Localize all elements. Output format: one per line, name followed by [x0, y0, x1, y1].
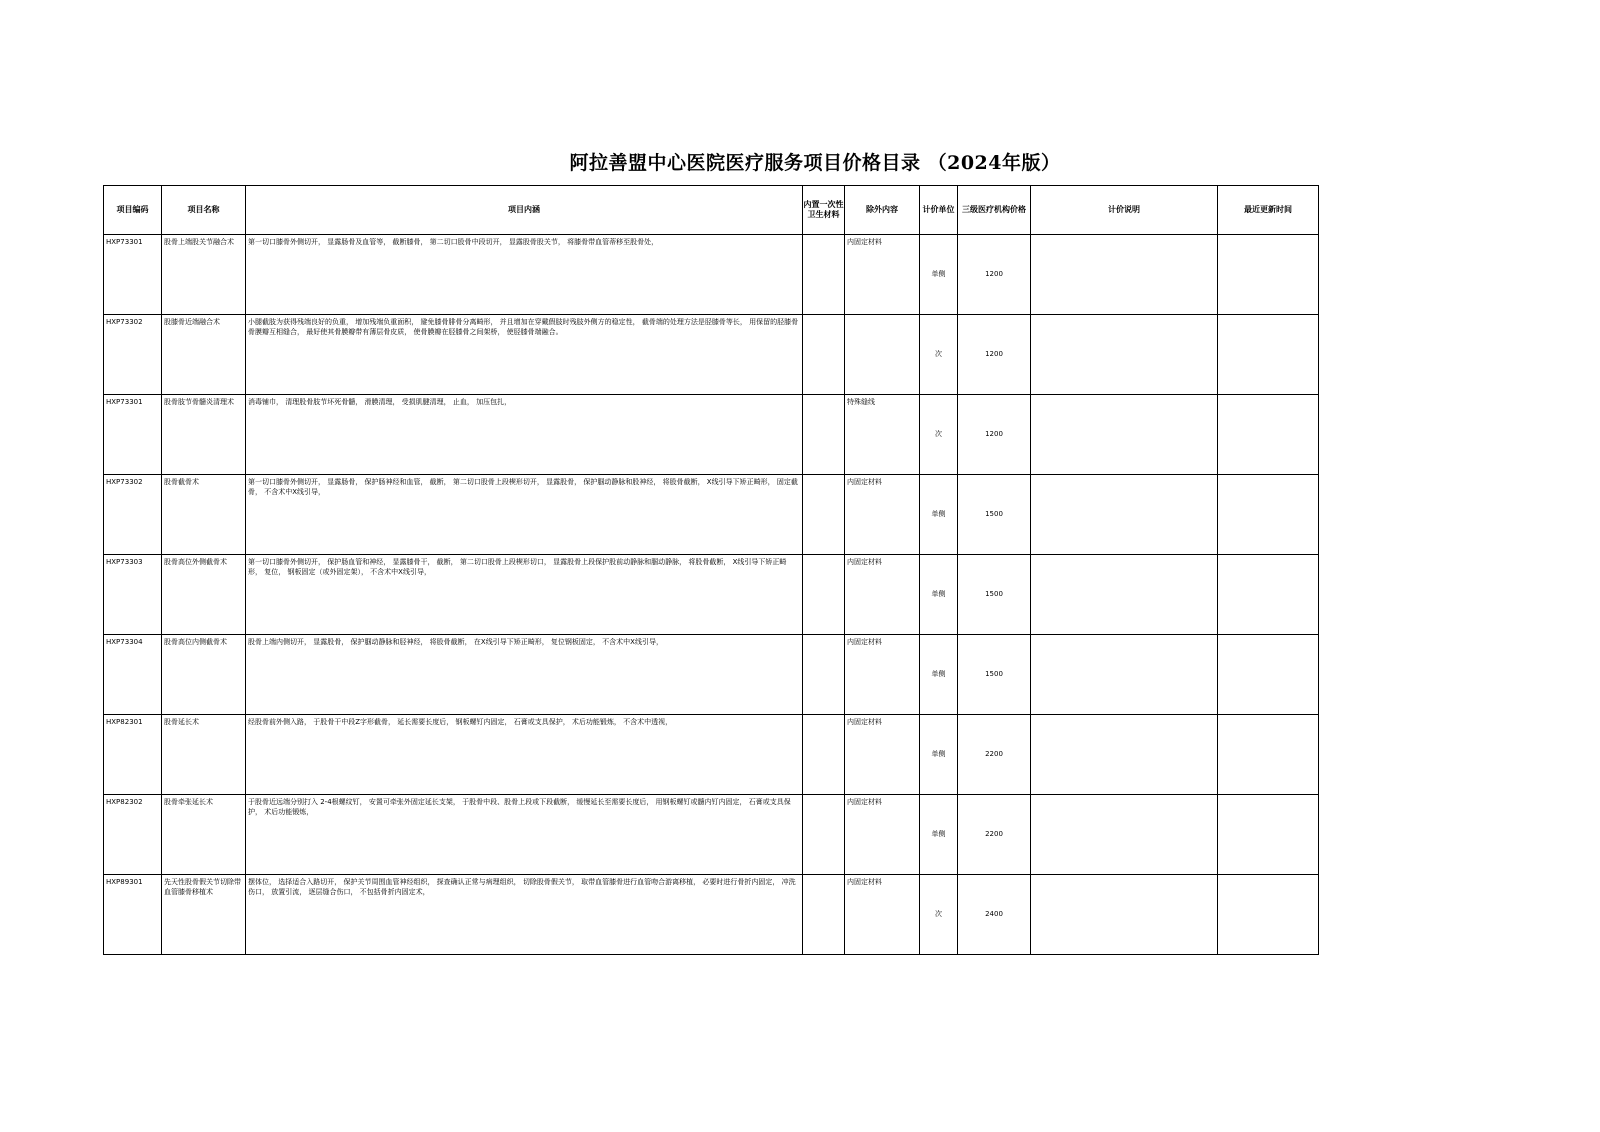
- cell-excluded: 内固定材料: [845, 715, 920, 795]
- cell-price: 1200: [958, 315, 1031, 395]
- cell-price: 2200: [958, 715, 1031, 795]
- cell-excluded: 特殊缝线: [845, 395, 920, 475]
- cell-note: [1031, 475, 1218, 555]
- cell-code: HXP73302: [104, 315, 162, 395]
- table-body: [104, 235, 1319, 955]
- cell-note: [1031, 795, 1218, 875]
- cell-updated: [1218, 315, 1319, 395]
- header-materials: 内置一次性卫生材料: [803, 186, 845, 235]
- cell-unit: 单侧: [920, 555, 958, 635]
- cell-name: 先天性股骨假关节切除带血管膝骨移植术: [162, 875, 246, 955]
- table-row: [104, 235, 1319, 315]
- cell-updated: [1218, 875, 1319, 955]
- cell-content: 摆体位， 选择适合入路切开， 保护关节周围血管神经组织， 探查确认正常与病理组织， 切除股骨假关节， 取带血管膝骨进行血管吻合游离移植， 必要时进行骨折内固定， 冲洗伤口， 放置引流， 逐层缝合伤口， 不包括骨折内固定术，: [246, 875, 803, 955]
- cell-materials: [803, 715, 845, 795]
- cell-content: 经股骨前外侧入路， 于股骨干中段Z字形截骨， 延长需要长度后， 钢板螺钉内固定， 石膏或支具保护， 术后功能锻炼， 不含术中透视，: [246, 715, 803, 795]
- table-row: [104, 315, 1319, 395]
- table-row: [104, 555, 1319, 635]
- header-price: 三级医疗机构价格: [958, 186, 1031, 235]
- cell-materials: [803, 875, 845, 955]
- table-row: [104, 795, 1319, 875]
- page-title: 阿拉善盟中心医院医疗服务项目价格目录 （2024年版）: [569, 152, 1061, 174]
- table-row: [104, 475, 1319, 555]
- cell-unit: 单侧: [920, 235, 958, 315]
- cell-updated: [1218, 715, 1319, 795]
- cell-unit: 单侧: [920, 475, 958, 555]
- header-excluded: 除外内容: [845, 186, 920, 235]
- table-row: [104, 715, 1319, 795]
- cell-name: 股骨截骨术: [162, 475, 246, 555]
- header-name: 项目名称: [162, 186, 246, 235]
- cell-materials: [803, 315, 845, 395]
- cell-excluded: 内固定材料: [845, 795, 920, 875]
- header-content: 项目内涵: [246, 186, 803, 235]
- cell-content: 于股骨近远端分别打入 2-4根螺纹钉， 安置可牵张外固定延长支架， 于股骨中段、股骨上段或下段截断， 缓慢延长至需要长度后， 用钢板螺钉或髓内钉内固定， 石膏或支具保护， 术后功能锻炼，: [246, 795, 803, 875]
- cell-excluded: 内固定材料: [845, 235, 920, 315]
- cell-content: 小腿截肢为获得残端良好的负重， 增加残端负重面积， 避免膝骨腓骨分离畸形， 并且增加在穿戴假肢时残肢外侧方的稳定性， 截骨端的处理方法是胫膝骨等长， 用保留的胫膝骨骨膜瓣互相缝合， 最好使其骨膜瓣带有薄层骨皮质， 使骨膜瓣在胫膝骨之间架桥， 使胫膝骨端融合。: [246, 315, 803, 395]
- cell-name: 股骨牵张延长术: [162, 795, 246, 875]
- cell-updated: [1218, 795, 1319, 875]
- cell-name: 股骨高位内侧截骨术: [162, 635, 246, 715]
- cell-code: HXP73301: [104, 395, 162, 475]
- cell-updated: [1218, 395, 1319, 475]
- cell-excluded: [845, 315, 920, 395]
- cell-price: 1500: [958, 635, 1031, 715]
- table-row: [104, 875, 1319, 955]
- cell-price: 1500: [958, 555, 1031, 635]
- cell-name: 股骨上端股关节融合术: [162, 235, 246, 315]
- cell-materials: [803, 235, 845, 315]
- cell-materials: [803, 635, 845, 715]
- cell-updated: [1218, 475, 1319, 555]
- table-header-row: [104, 186, 1319, 235]
- cell-content: 股骨上端内侧切开， 显露股骨， 保护腘动静脉和胫神经， 将股骨截断， 在X线引导下矫正畸形， 复位钢板固定， 不含术中X线引导，: [246, 635, 803, 715]
- cell-price: 1200: [958, 235, 1031, 315]
- cell-note: [1031, 235, 1218, 315]
- cell-unit: 次: [920, 315, 958, 395]
- cell-excluded: 内固定材料: [845, 555, 920, 635]
- cell-note: [1031, 555, 1218, 635]
- cell-content: 第一切口膝骨外侧切开， 显露肠骨， 保护肠神经和血管， 截断， 第二切口股骨上段楔形切开， 显露股骨， 保护腘动静脉和股神经， 将股骨截断， X线引导下矫正畸形， 固定截骨， 不含术中X线引导，: [246, 475, 803, 555]
- cell-updated: [1218, 235, 1319, 315]
- cell-content: 第一切口膝骨外侧切开， 显露肠骨及血管等， 截断膝骨， 第二切口股骨中段切开， 显露股骨股关节， 将膝骨带血管蒂移至股骨处，: [246, 235, 803, 315]
- cell-code: HXP73303: [104, 555, 162, 635]
- cell-materials: [803, 475, 845, 555]
- cell-price: 2200: [958, 795, 1031, 875]
- cell-name: 股骨肢节骨髓炎清理术: [162, 395, 246, 475]
- cell-code: HXP82302: [104, 795, 162, 875]
- cell-note: [1031, 635, 1218, 715]
- cell-materials: [803, 795, 845, 875]
- table-row: [104, 635, 1319, 715]
- cell-note: [1031, 715, 1218, 795]
- cell-updated: [1218, 555, 1319, 635]
- cell-note: [1031, 315, 1218, 395]
- cell-excluded: 内固定材料: [845, 635, 920, 715]
- cell-excluded: 内固定材料: [845, 875, 920, 955]
- cell-code: HXP73301: [104, 235, 162, 315]
- cell-unit: 单侧: [920, 715, 958, 795]
- cell-content: 消毒铺巾， 清理股骨肢节坏死骨髓， 滑膜清理， 受损肌腱清理， 止血， 加压包扎，: [246, 395, 803, 475]
- cell-unit: 单侧: [920, 795, 958, 875]
- cell-content: 第一切口膝骨外侧切开， 保护肠血管和神经， 显露膝骨干， 截断， 第二切口股骨上段楔形切口， 显露股骨上段保护股前动静脉和腘动静脉， 将股骨截断， X线引导下矫正畸形， 复位， 钢板固定（或外固定架）， 不含术中X线引导，: [246, 555, 803, 635]
- cell-code: HXP89301: [104, 875, 162, 955]
- cell-note: [1031, 395, 1218, 475]
- cell-unit: 次: [920, 395, 958, 475]
- cell-excluded: 内固定材料: [845, 475, 920, 555]
- price-table: [103, 185, 1319, 955]
- cell-code: HXP73302: [104, 475, 162, 555]
- cell-price: 1200: [958, 395, 1031, 475]
- cell-name: 股骨高位外侧截骨术: [162, 555, 246, 635]
- table-row: [104, 395, 1319, 475]
- cell-unit: 单侧: [920, 635, 958, 715]
- cell-code: HXP73304: [104, 635, 162, 715]
- header-note: 计价说明: [1031, 186, 1218, 235]
- cell-price: 2400: [958, 875, 1031, 955]
- cell-note: [1031, 875, 1218, 955]
- cell-price: 1500: [958, 475, 1031, 555]
- cell-name: 股骨延长术: [162, 715, 246, 795]
- header-unit: 计价单位: [920, 186, 958, 235]
- cell-materials: [803, 555, 845, 635]
- cell-code: HXP82301: [104, 715, 162, 795]
- cell-updated: [1218, 635, 1319, 715]
- cell-unit: 次: [920, 875, 958, 955]
- header-updated: 最近更新时间: [1218, 186, 1319, 235]
- header-code: 项目编码: [104, 186, 162, 235]
- cell-name: 股膝骨近端融合术: [162, 315, 246, 395]
- cell-materials: [803, 395, 845, 475]
